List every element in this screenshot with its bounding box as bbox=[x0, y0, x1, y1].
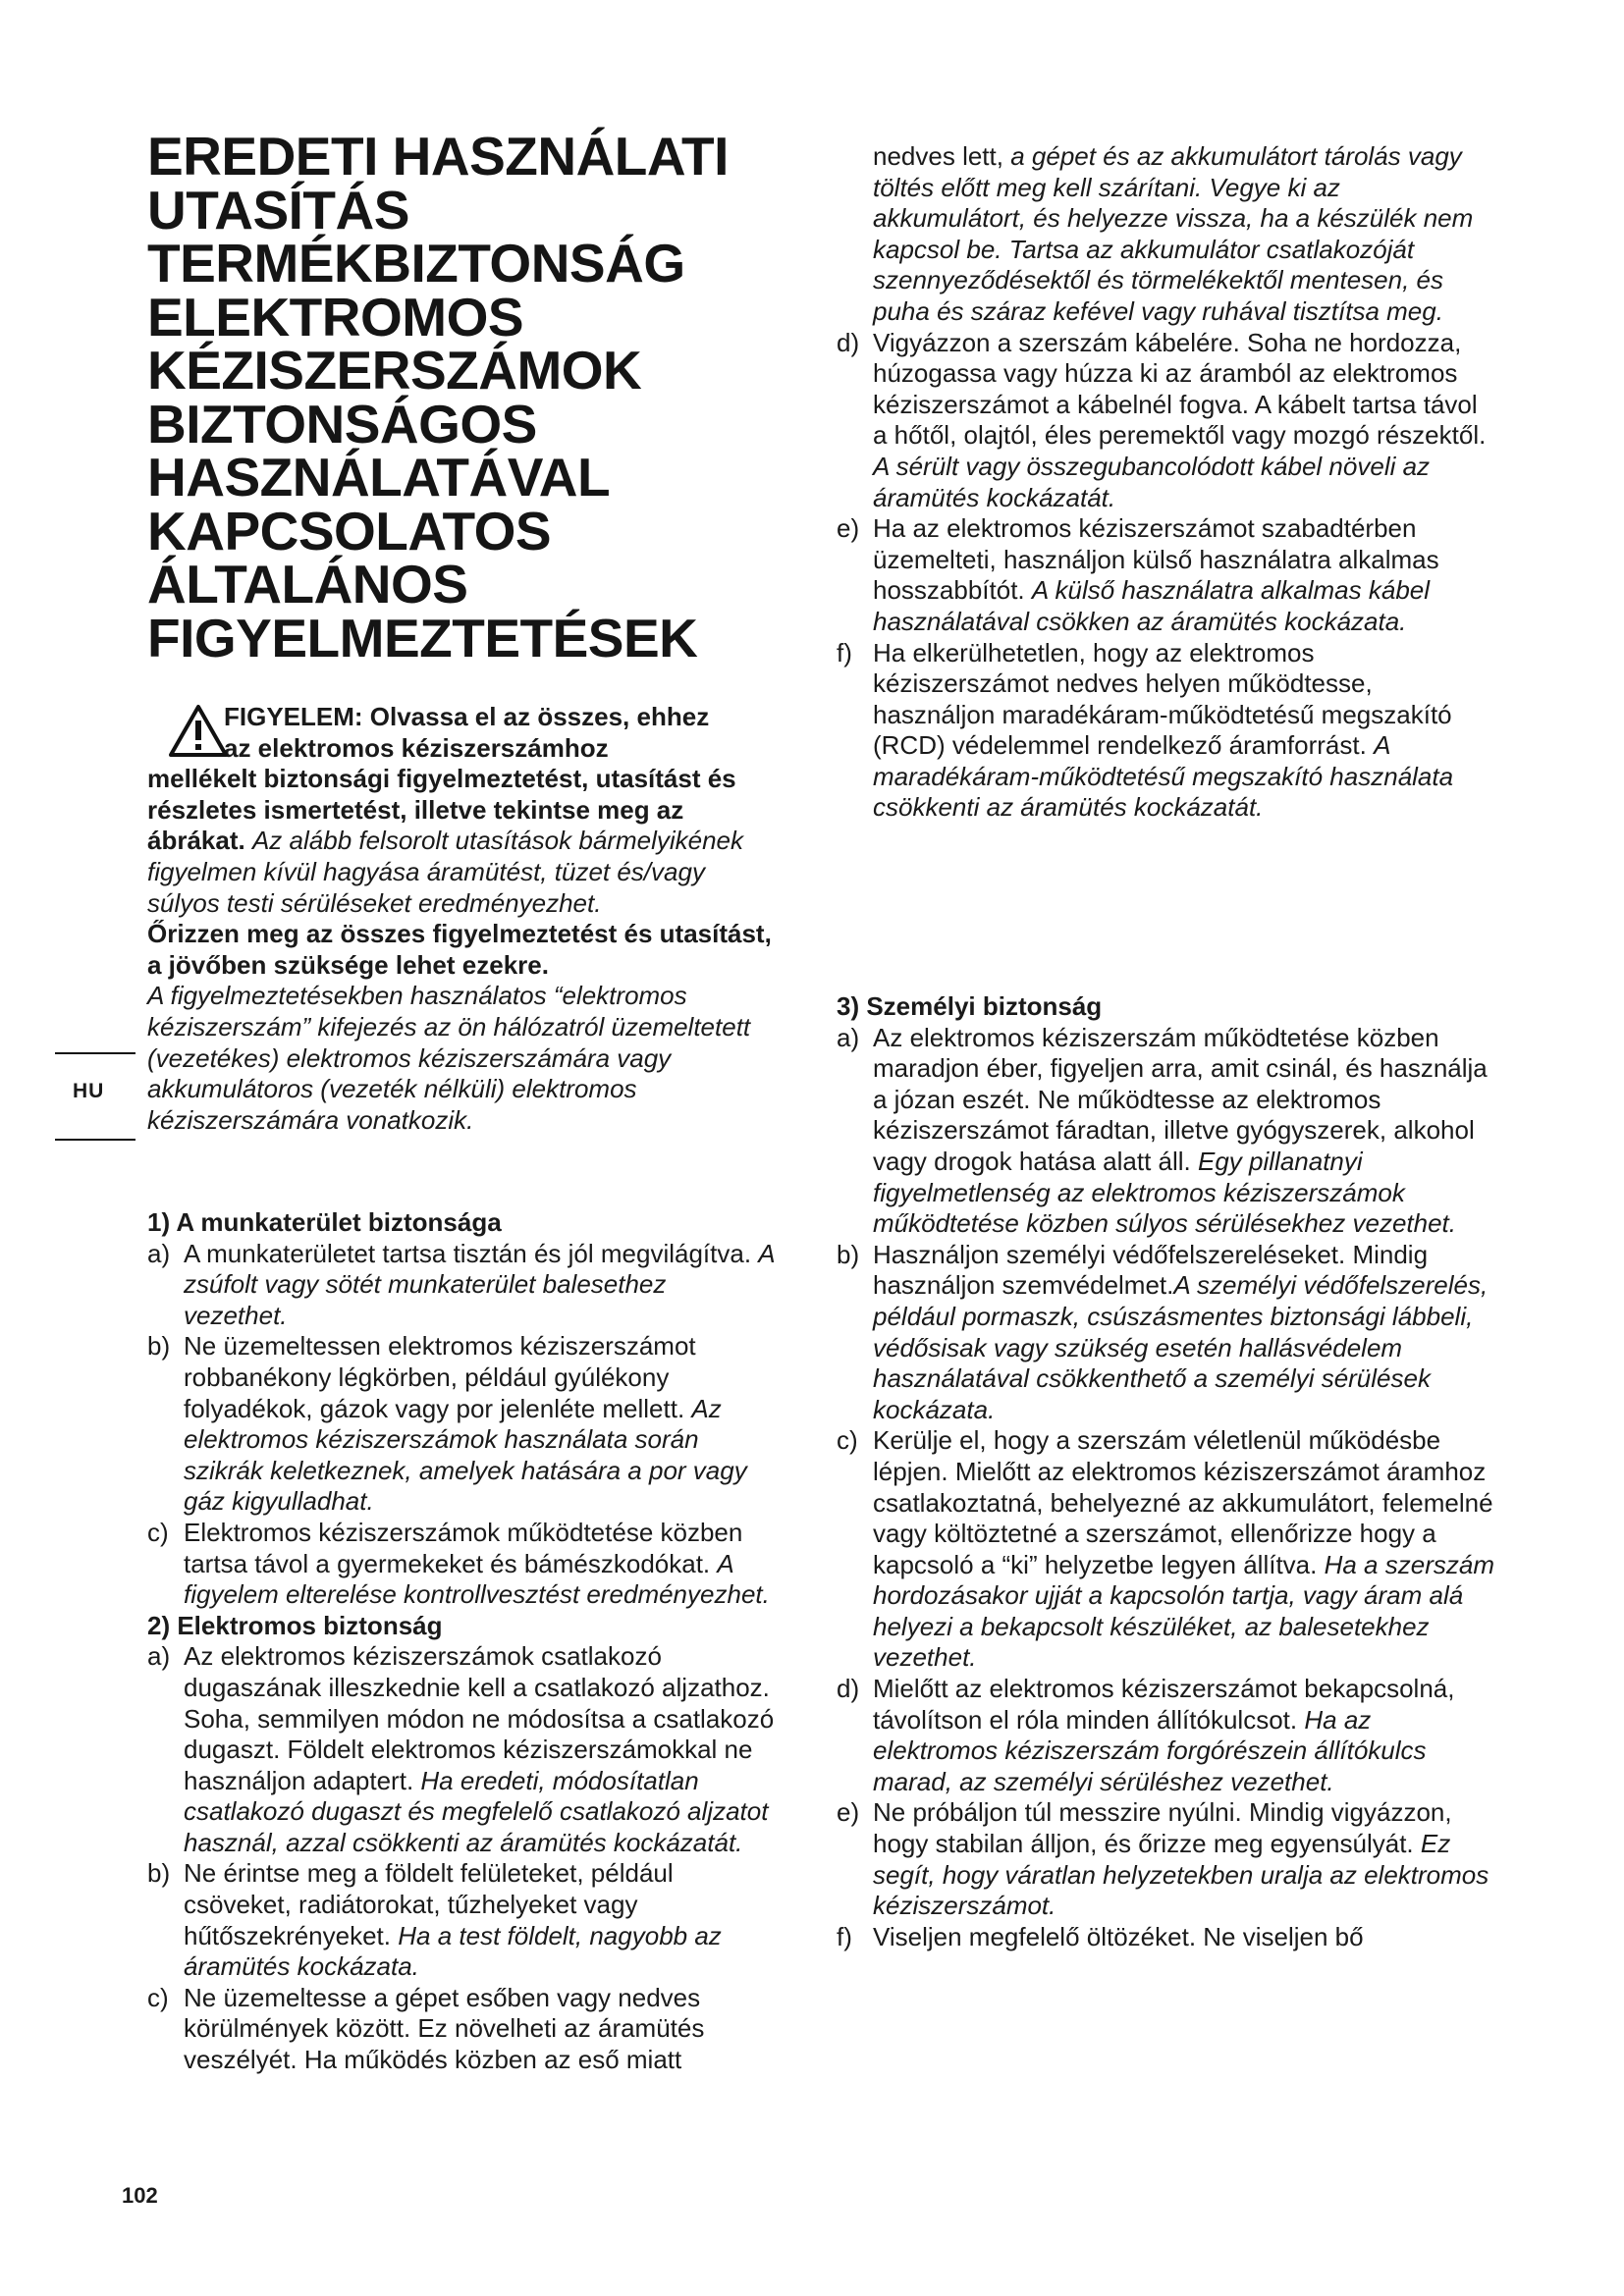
language-code: HU bbox=[73, 1080, 105, 1102]
title-line: EREDETI HASZNÁLATI bbox=[147, 126, 729, 187]
list-item: b) Használjon személyi védőfelszereléseket. Mindig használjon szemvédelmet.A személyi védőfelszerelés, például pormaszk, csúszásmentes biztonsági lábbeli, védősisak vagy szükség esetén hallásvédelem használatával csökkenthető a személyi sérülések kockázata. bbox=[837, 1239, 1489, 1424]
warning-text bbox=[147, 764, 776, 919]
warning-bold-text: mellékelt biztonsági figyelmeztetést, utasítást és részletes ismertetést, illetve tekintse meg az ábrákat. bbox=[147, 764, 736, 856]
section-personal-safety bbox=[837, 991, 1494, 1952]
list-item: a) Az elektromos kéziszerszám működtetése közben maradjon éber, figyeljen arra, amit csinál, és használja a józan eszét. Ne működtesse az elektromos kéziszerszámot fáradtan, illetve gyógyszerek, alkohol vagy drogok hatása alatt áll. Egy pillanatnyi figyelmetlenség az elektromos kéziszerszámok működtetése közben súlyos sérülésekhez vezethet. bbox=[837, 1022, 1488, 1239]
title-line: TERMÉKBIZTONSÁG bbox=[147, 233, 685, 294]
warning-triangle-icon bbox=[168, 704, 229, 758]
warning-heading-line2: az elektromos kéziszerszámhoz bbox=[224, 732, 609, 763]
list-item: d) Vigyázzon a szerszám kábelére. Soha ne hordozza, húzogassa vagy húzza ki az áramból az elektromos kéziszerszámot a kábelnél fogva. A kábelt tartsa távol a hőtől, olajtól, éles peremektől vagy mozgó részektől. A sérült vagy összegubancolódott kábel növeli az áramütés kockázatát. bbox=[837, 327, 1487, 512]
title-line: KÉZISZERSZÁMOK bbox=[147, 340, 642, 400]
list-item-continuation: nedves lett, a gépet és az akkumulátort tárolás vagy töltés előtt meg kell szárítani. Vegye ki az akkumulátort, és helyezze vissza, ha a készülék nem kapcsol be. Tartsa az akkumulátor csatlakozóját szennyeződésektől és törmelékektől mentesen, és puha és száraz kefével vagy ruhával tisztítsa meg. bbox=[873, 141, 1474, 326]
general-warning bbox=[147, 702, 776, 1136]
list-item: f) Viseljen megfelelő öltözéket. Ne viseljen bő bbox=[837, 1921, 1364, 1951]
language-tab bbox=[55, 1052, 135, 1141]
title-line: ÁLTALÁNOS bbox=[147, 554, 468, 614]
section-work-area bbox=[147, 1207, 776, 2076]
list-item: e) Ne próbáljon túl messzire nyúlni. Mindig vigyázzon, hogy stabilan álljon, és őrizze meg egyensúlyát. Ez segít, hogy váratlan helyzetekben uralja az elektromos kéziszerszámot. bbox=[837, 1797, 1489, 1921]
warning-heading-line1: FIGYELEM: Olvassa el az összes, ehhez bbox=[224, 702, 710, 731]
tab-rule bbox=[55, 1052, 135, 1054]
list-item: f) Ha elkerülhetetlen, hogy az elektromos kéziszerszámot nedves helyen működtesse, használjon maradékáram-működtetésű megszakító (RCD) védelemmel rendelkező áramforrást. A maradékáram-működtetésű megszakító használata csökkenti az áramütés kockázatát. bbox=[837, 637, 1454, 823]
list-item: c) Elektromos kéziszerszámok működtetése közben tartsa távol a gyermekeket és bámészkodókat. A figyelem elterelése kontrollvesztést eredményezhet. bbox=[147, 1517, 770, 1610]
list-item: a) Az elektromos kéziszerszámok csatlakozó dugaszának illeszkednie kell a csatlakozó aljzathoz. Soha, semmilyen módon ne módosítsa a csatlakozó dugaszt. Földelt elektromos kéziszerszámokkal ne használjon adaptert. Ha eredeti, módosítatlan csatlakozó dugaszt és megfelelő csatlakozó aljzatot használ, azzal csökkenti az áramütés kockázatát. bbox=[147, 1641, 775, 1857]
section-heading: 3) Személyi biztonság bbox=[837, 991, 1103, 1021]
warning-italic-text: Az alább felsorolt utasítások bármelyikének figyelmen kívül hagyása áramütést, tüzet és/vagy súlyos testi sérüléseket eredményezhet. bbox=[147, 826, 743, 918]
section-heading: 2) Elektromos biztonság bbox=[147, 1610, 443, 1640]
list-item: d) Mielőtt az elektromos kéziszerszámot bekapcsolná, távolítson el róla minden állítókulcsot. Ha az elektromos kéziszerszám forgórészein állítókulcs marad, az személyi sérüléshez vezethet. bbox=[837, 1674, 1455, 1796]
title-line: UTASÍTÁS bbox=[147, 179, 409, 240]
list-item: a) A munkaterületet tartsa tisztán és jól megvilágítva. A zsúfolt vagy sötét munkaterület balesethez vezethet. bbox=[147, 1238, 775, 1330]
title-line: HASZNÁLATÁVAL bbox=[147, 447, 611, 507]
warning-note-text: A figyelmeztetésekben használatos “elektromos kéziszerszám” kifejezés az ön hálózatról üzemeltetett (vezetékes) elektromos kéziszerszámára vagy akkumulátoros (vezeték nélküli) elektromos kéziszerszámára vonatkozik. bbox=[147, 981, 751, 1135]
title-line: ELEKTROMOS bbox=[147, 286, 524, 347]
page-number: 102 bbox=[122, 2183, 158, 2208]
document-title bbox=[147, 126, 776, 668]
warning-keep-text: Őrizzen meg az összes figyelmeztetést és utasítást, a jövőben szüksége lehet ezekre. bbox=[147, 919, 772, 980]
title-line: KAPCSOLATOS bbox=[147, 500, 552, 561]
section-heading: 1) A munkaterület biztonsága bbox=[147, 1207, 502, 1237]
title-line: BIZTONSÁGOS bbox=[147, 393, 537, 454]
right-continuation bbox=[837, 141, 1494, 824]
list-item: b) Ne érintse meg a földelt felületeket, például csöveket, radiátorokat, tűzhelyeket vagy hűtőszekrényeket. Ha a test földelt, nagyobb az áramütés kockázata. bbox=[147, 1858, 722, 1982]
list-item: b) Ne üzemeltessen elektromos kéziszerszámot robbanékony légkörben, például gyúlékony folyadékok, gázok vagy por jelenléte mellett. Az elektromos kéziszerszámok használata során szikrák keletkeznek, amelyek hatására a por vagy gáz kigyulladhat. bbox=[147, 1331, 747, 1517]
title-line: FIGYELMEZTETÉSEK bbox=[147, 607, 698, 668]
tab-rule bbox=[55, 1139, 135, 1141]
list-item: c) Kerülje el, hogy a szerszám véletlenül működésbe lépjen. Mielőtt az elektromos kéziszerszámot áramhoz csatlakoztatná, behelyezné az akkumulátort, felemelné vagy költöztetné a szerszámot, ellenőrizze hogy a kapcsoló a “ki” helyzetbe legyen állítva. Ha a szerszám hordozásakor ujját a kapcsolón tartja, vagy áram alá helyezi a bekapcsolt készüléket, az balesetekhez vezethet. bbox=[837, 1425, 1494, 1673]
list-item: c) Ne üzemeltesse a gépet esőben vagy nedves körülmények között. Ez növelheti az áramütés veszélyét. Ha működés közben az eső miatt bbox=[147, 1982, 705, 2075]
list-item: e) Ha az elektromos kéziszerszámot szabadtérben üzemelteti, használjon külső használatra alkalmas hosszabbítót. A külső használatra alkalmas kábel használatával csökken az áramütés kockázata. bbox=[837, 513, 1439, 636]
